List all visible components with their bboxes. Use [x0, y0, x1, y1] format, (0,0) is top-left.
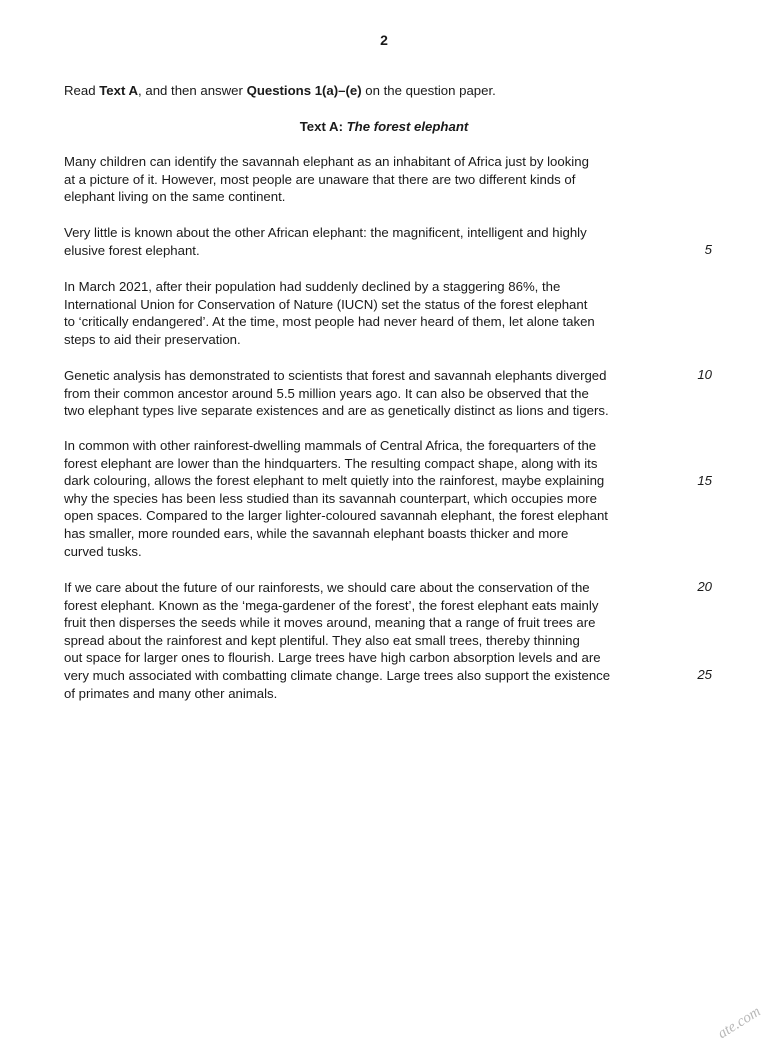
paragraph-4 — [64, 367, 636, 420]
paragraph-1 — [64, 153, 636, 206]
paragraph-line: two elephant types live separate existences and are as genetically distinct as lions and tigers. — [64, 403, 609, 419]
text-title — [0, 119, 768, 134]
paragraph-line: curved tusks. — [64, 543, 142, 559]
paragraph-line: at a picture of it. However, most people are unaware that there are two different kinds of — [64, 171, 576, 187]
paragraph-line: forest elephant are lower than the hindquarters. The resulting compact shape, along with its — [64, 455, 598, 471]
paragraph-line: fruit then disperses the seeds while it moves around, meaning that a range of fruit trees are — [64, 615, 596, 631]
instruction-post: on the question paper. — [361, 83, 496, 98]
paragraph-line: out space for larger ones to flourish. Large trees have high carbon absorption levels and are — [64, 650, 601, 666]
text-reference: Text A — [99, 83, 139, 98]
text-title-label: Text A: — [299, 119, 347, 134]
paragraph-line: In common with other rainforest-dwelling mammals of Central Africa, the forequarters of the — [64, 438, 597, 453]
paragraph-6 — [64, 579, 636, 702]
instruction-mid: , and then answer — [138, 83, 247, 98]
line-number-10: 10 — [697, 367, 712, 382]
paragraph-line: Very little is known about the other African elephant: the magnificent, intelligent and highly — [64, 225, 587, 240]
paragraph-5 — [64, 437, 636, 560]
text-title-name: The forest elephant — [346, 119, 469, 134]
paragraph-line: If we care about the future of our rainforests, we should care about the conservation of the — [64, 580, 590, 595]
page-number: 2 — [380, 32, 388, 48]
paragraph-line: International Union for Conservation of Nature (IUCN) set the status of the forest elephant — [64, 296, 588, 312]
line-number-25: 25 — [697, 667, 712, 682]
paragraph-line: to ‘critically endangered’. At the time, most people had never heard of them, let alone taken — [64, 314, 595, 330]
paragraph-line: elephant living on the same continent. — [64, 189, 286, 205]
paragraph-line: steps to aid their preservation. — [64, 331, 241, 347]
paragraph-line: In March 2021, after their population had suddenly declined by a staggering 86%, the — [64, 279, 561, 294]
instruction-pre: Read — [64, 83, 100, 98]
line-number-20: 20 — [697, 579, 712, 594]
paragraph-line: from their common ancestor around 5.5 million years ago. It can also be observed that the — [64, 385, 589, 401]
paragraph-line: open spaces. Compared to the larger lighter-coloured savannah elephant, the forest elephant — [64, 508, 608, 524]
paragraph-2 — [64, 224, 636, 259]
line-number-15: 15 — [697, 473, 712, 488]
paragraph-3 — [64, 278, 636, 348]
line-number-5: 5 — [704, 242, 712, 257]
paragraph-line: Genetic analysis has demonstrated to scientists that forest and savannah elephants diverged — [64, 368, 607, 383]
paragraph-line: of primates and many other animals. — [64, 685, 278, 701]
watermark: ate.com — [715, 1003, 764, 1043]
paragraph-line: elusive forest elephant. — [64, 242, 200, 258]
paragraph-line: spread about the rainforest and kept plentiful. They also eat small trees, thereby thinning — [64, 632, 580, 648]
instruction — [64, 83, 496, 98]
paragraph-line: has smaller, more rounded ears, while the savannah elephant boasts thicker and more — [64, 525, 569, 541]
paragraph-line: very much associated with combatting climate change. Large trees also support the existence — [64, 667, 611, 683]
paragraph-line: why the species has been less studied than its savannah counterpart, which occupies more — [64, 490, 597, 506]
questions-reference: Questions 1(a)–(e) — [246, 83, 362, 98]
paragraph-line: forest elephant. Known as the ‘mega-gardener of the forest’, the forest elephant eats mainly — [64, 597, 599, 613]
paragraph-line: Many children can identify the savannah elephant as an inhabitant of Africa just by looking — [64, 154, 589, 169]
paragraph-line: dark colouring, allows the forest elephant to melt quietly into the rainforest, maybe explaining — [64, 473, 605, 489]
